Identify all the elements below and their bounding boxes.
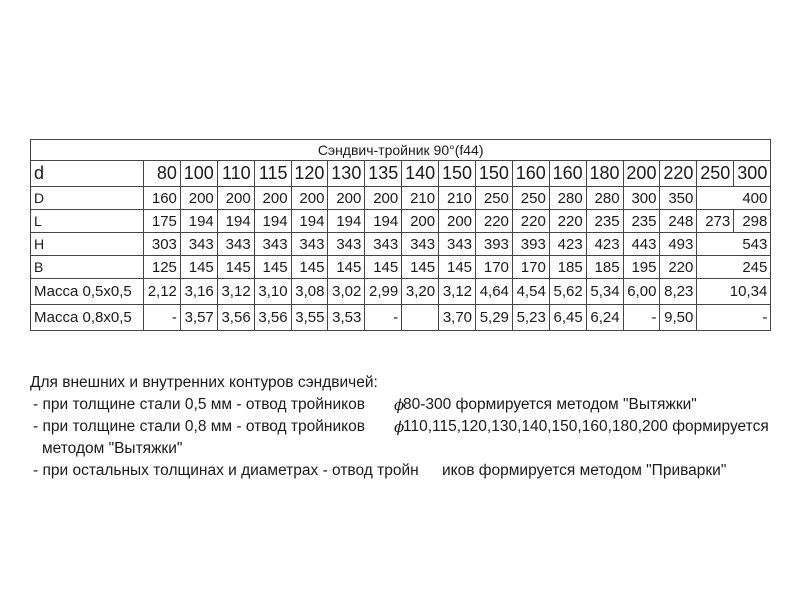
table-cell: 220 (512, 210, 549, 233)
table-row (31, 187, 771, 210)
row-label: d (31, 161, 144, 187)
table-row (31, 210, 771, 233)
table-cell: 194 (217, 210, 254, 233)
table-cell: 443 (623, 233, 660, 256)
table-cell: 5,23 (512, 305, 549, 331)
table-cell: 245 (697, 256, 771, 279)
table-cell: 220 (660, 161, 697, 187)
note-3-text: методом "Вытяжки" (42, 440, 183, 457)
table-cell: 250 (697, 161, 734, 187)
table-cell: 4,54 (512, 279, 549, 305)
table-cell: 2,99 (365, 279, 402, 305)
table-cell: 303 (144, 233, 181, 256)
table-cell: 180 (586, 161, 623, 187)
table-cell: 3,56 (217, 305, 254, 331)
table-cell: 110 (217, 161, 254, 187)
table-cell: 3,02 (328, 279, 365, 305)
table-cell: 160 (549, 161, 586, 187)
table-cell: 5,62 (549, 279, 586, 305)
table-cell: 9,50 (660, 305, 697, 331)
table-cell: 3,20 (402, 279, 439, 305)
table-cell: 100 (180, 161, 217, 187)
table-cell: 343 (254, 233, 291, 256)
table-cell: 543 (697, 233, 771, 256)
table-row (31, 256, 771, 279)
table-cell: 5,34 (586, 279, 623, 305)
table-cell: 3,12 (439, 279, 476, 305)
table-cell: 423 (549, 233, 586, 256)
row-label: D (31, 187, 144, 210)
table-cell: 210 (402, 187, 439, 210)
note-2-text: - при толщине стали 0,8 мм - отвод тройников (33, 418, 365, 435)
table-cell: 393 (512, 233, 549, 256)
table-cell: 145 (291, 256, 328, 279)
table-cell: 220 (476, 210, 513, 233)
table-cell: 3,53 (328, 305, 365, 331)
table-cell: 145 (217, 256, 254, 279)
table-cell: 200 (365, 187, 402, 210)
table-cell: 3,56 (254, 305, 291, 331)
table-cell: 194 (328, 210, 365, 233)
table-cell: 200 (254, 187, 291, 210)
table-cell: 160 (144, 187, 181, 210)
row-label: B (31, 256, 144, 279)
table-cell: 185 (586, 256, 623, 279)
table-cell: 343 (291, 233, 328, 256)
table-cell: 200 (180, 187, 217, 210)
note-line-2 (30, 416, 780, 438)
table-cell: 200 (328, 187, 365, 210)
note-line-3 (30, 438, 780, 460)
note-line-4 (30, 460, 780, 482)
table-cell: 3,57 (180, 305, 217, 331)
table-cell: 120 (291, 161, 328, 187)
table-cell: 175 (144, 210, 181, 233)
table-cell: 220 (660, 256, 697, 279)
table-cell: 2,12 (144, 279, 181, 305)
table-cell: 10,34 (697, 279, 771, 305)
table-cell: 298 (734, 210, 771, 233)
table-cell: 170 (476, 256, 513, 279)
table-cell: 200 (217, 187, 254, 210)
table-cell: 273 (697, 210, 734, 233)
table-cell: 235 (586, 210, 623, 233)
table-cell: 250 (512, 187, 549, 210)
table-cell: 393 (476, 233, 513, 256)
table-cell: 200 (623, 161, 660, 187)
table-cell: 6,24 (586, 305, 623, 331)
row-label: L (31, 210, 144, 233)
table-cell: 343 (439, 233, 476, 256)
table-cell: 150 (439, 161, 476, 187)
table-cell: - (365, 305, 402, 331)
table-cell: 135 (365, 161, 402, 187)
table-cell: 280 (549, 187, 586, 210)
table-cell: 4,64 (476, 279, 513, 305)
table-cell: 160 (512, 161, 549, 187)
table-cell: 145 (402, 256, 439, 279)
table-row (31, 233, 771, 256)
table-cell: 145 (254, 256, 291, 279)
table-cell: 185 (549, 256, 586, 279)
table-cell: 343 (328, 233, 365, 256)
table-cell: 343 (365, 233, 402, 256)
specs-table (30, 139, 771, 331)
table-cell: 194 (254, 210, 291, 233)
table-cell: 6,45 (549, 305, 586, 331)
table-cell: 194 (180, 210, 217, 233)
table-cell: 280 (586, 187, 623, 210)
table-row (31, 161, 771, 187)
table-title: Сэндвич-тройник 90°(f44) (31, 140, 771, 161)
table-cell: 250 (476, 187, 513, 210)
table-title-row (31, 140, 771, 161)
table-cell: 3,10 (254, 279, 291, 305)
table-cell: 343 (180, 233, 217, 256)
note-4-text-b: иков формируется методом "Приварки" (442, 462, 727, 479)
table-cell (402, 305, 439, 331)
table-cell: 3,12 (217, 279, 254, 305)
table-cell: 6,00 (623, 279, 660, 305)
table-cell: 145 (328, 256, 365, 279)
table-cell: 194 (365, 210, 402, 233)
table-cell: 200 (402, 210, 439, 233)
table-cell: 200 (291, 187, 328, 210)
note-4-text-a: - при остальных толщинах и диаметрах - отвод тройн (33, 462, 419, 479)
table-cell: 220 (549, 210, 586, 233)
table-cell: 145 (439, 256, 476, 279)
table-cell: 3,08 (291, 279, 328, 305)
table-cell: 140 (402, 161, 439, 187)
table-cell: 343 (217, 233, 254, 256)
table-cell: 145 (365, 256, 402, 279)
table-cell: 80 (144, 161, 181, 187)
notes-block (30, 372, 780, 482)
table-cell: 200 (439, 210, 476, 233)
table-row (31, 305, 771, 331)
table-cell: 5,29 (476, 305, 513, 331)
table-cell: - (697, 305, 771, 331)
table-cell: 3,55 (291, 305, 328, 331)
table-cell: 130 (328, 161, 365, 187)
note-2-range: 110,115,120,130,140,150,160,180,200 формируется (403, 418, 769, 435)
table-cell: 400 (697, 187, 771, 210)
row-label: Масса 0,5х0,5 (31, 279, 144, 305)
notes-heading (30, 372, 780, 394)
notes-heading-text: Для внешних и внутренних контуров сэндвичей: (30, 374, 378, 391)
table-cell: - (623, 305, 660, 331)
table-cell: 343 (402, 233, 439, 256)
table-cell: 195 (623, 256, 660, 279)
note-1-text: - при толщине стали 0,5 мм - отвод тройников (33, 396, 365, 413)
table-cell: - (144, 305, 181, 331)
table-cell: 235 (623, 210, 660, 233)
note-1-range: 80-300 формируется методом "Вытяжки" (403, 396, 697, 413)
table-cell: 3,70 (439, 305, 476, 331)
phi-symbol: ϕ (394, 396, 405, 414)
table-cell: 423 (586, 233, 623, 256)
table-cell: 248 (660, 210, 697, 233)
table-cell: 8,23 (660, 279, 697, 305)
table-cell: 300 (623, 187, 660, 210)
table-cell: 115 (254, 161, 291, 187)
table-cell: 210 (439, 187, 476, 210)
table-cell: 125 (144, 256, 181, 279)
table-cell: 493 (660, 233, 697, 256)
table-cell: 194 (291, 210, 328, 233)
table-cell: 300 (734, 161, 771, 187)
row-label: H (31, 233, 144, 256)
note-line-1 (30, 394, 780, 416)
table-cell: 350 (660, 187, 697, 210)
table-cell: 3,16 (180, 279, 217, 305)
table-cell: 145 (180, 256, 217, 279)
table-row (31, 279, 771, 305)
phi-symbol: ϕ (394, 418, 405, 436)
table-cell: 150 (476, 161, 513, 187)
row-label: Масса 0,8х0,5 (31, 305, 144, 331)
table-cell: 170 (512, 256, 549, 279)
